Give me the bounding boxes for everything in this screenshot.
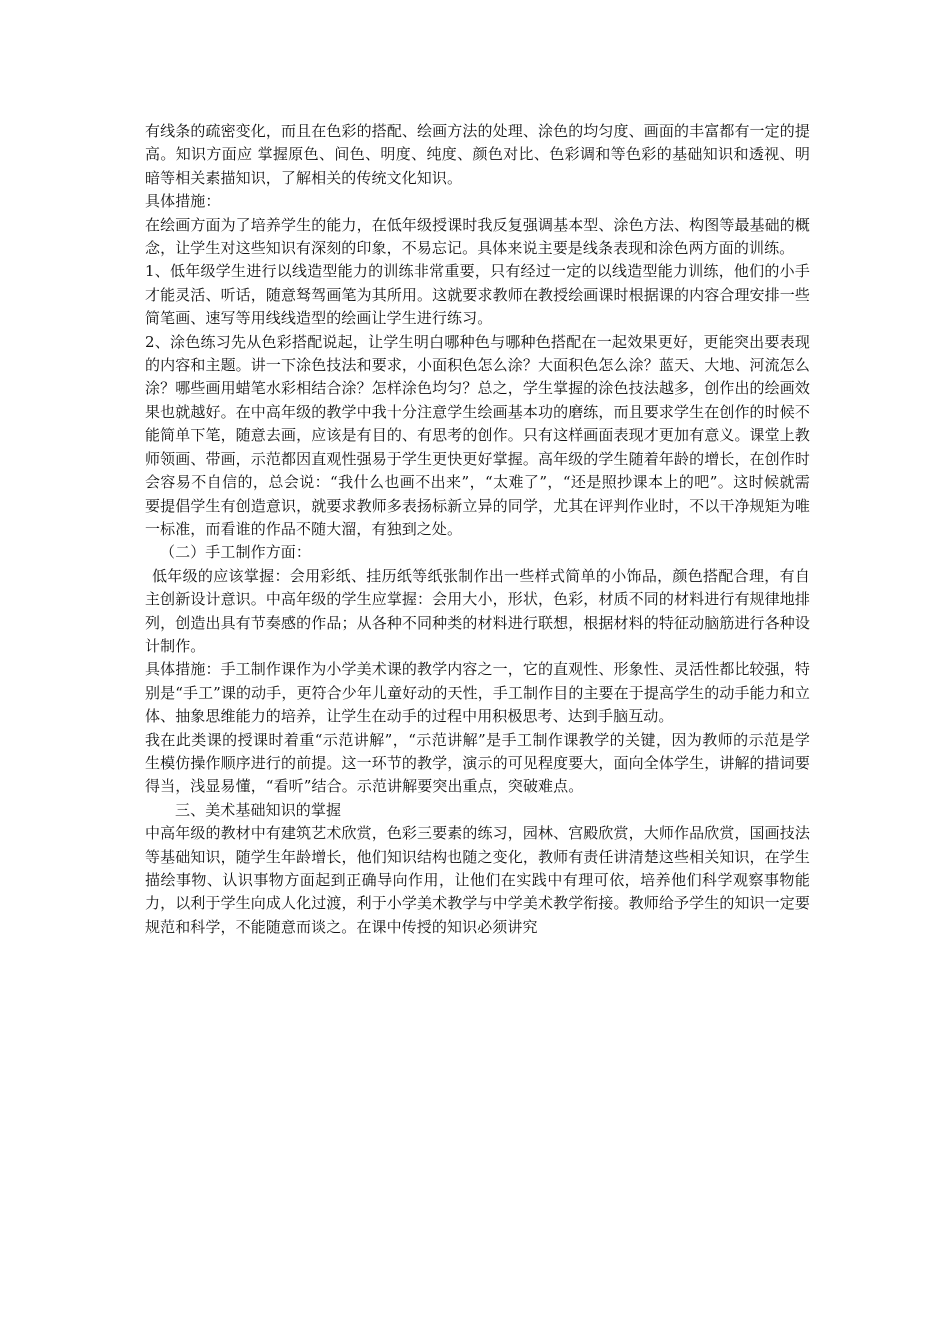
section-heading-handcraft: （二）手工制作方面： [160, 543, 312, 562]
paragraph-handcraft-measures: 具体措施：手工制作课作为小学美术课的教学内容之一，它的直观性、形象性、灵活性都比较强，特别是“手工”课的动手，更符合少年儿童好动的天性，手工制作目的主要在于提高学生的动手能力和立体、抽象思维能力的培养，让学生在动手的过程中用积极思考、达到手脑互动。 [145, 660, 810, 726]
section-heading-basics: 三、美术基础知识的掌握 [175, 800, 342, 819]
paragraph-measures-heading: 具体措施： [145, 192, 221, 211]
paragraph-drawing: 在绘画方面为了培养学生的能力，在低年级授课时我反复强调基本型、涂色方法、构图等最基础的概念，让学生对这些知识有深刻的印象，不易忘记。具体来说主要是线条表现和涂色两方面的训练。 [145, 215, 810, 258]
paragraph-intro: 有线条的疏密变化，而且在色彩的搭配、绘画方法的处理、涂色的均匀度、画面的丰富都有一定的提高。知识方面应 掌握原色、间色、明度、纯度、颜色对比、色彩调和等色彩的基础知识和透视、明暗等相关素描知识，了解相关的传统文化知识。 [145, 122, 810, 187]
paragraph-point-2: 2、涂色练习先从色彩搭配说起，让学生明白哪种色与哪种色搭配在一起效果更好，更能突出要表现的内容和主题。讲一下涂色技法和要求，小面积色怎么涂？大面积色怎么涂？蓝天、大地、河流怎么涂？哪些画用蜡笔水彩相结合涂？怎样涂色均匀？总之，学生掌握的涂色技法越多，创作出的绘画效果也就越好。在中高年级的教学中我十分注意学生绘画基本功的磨练，而且要求学生在创作的时候不能简单下笔，随意去画，应该是有目的、有思考的创作。只有这样画面表现才更加有意义。课堂上教师领画、带画，示范都因直观性强易于学生更快更好掌握。高年级的学生随着年龄的增长，在创作时会容易不自信的，总会说：“我什么也画不出来”，“太难了”，“还是照抄课本上的吧”。这时候就需要提倡学生有创造意识，就要求教师多表扬标新立异的同学，尤其在评判作业时，不以干净规矩为唯一标准，而看谁的作品不随大溜，有独到之处。 [145, 332, 810, 538]
paragraph-basics: 中高年级的教材中有建筑艺术欣赏，色彩三要素的练习，园林、宫殿欣赏，大师作品欣赏，国画技法等基础知识，随学生年龄增长，他们知识结构也随之变化，教师有责任讲清楚这些相关知识，在学生描绘事物、认识事物方面起到正确导向作用，让他们在实践中有理可依，培养他们科学观察事物能力，以利于学生向成人化过渡，利于小学美术教学与中学美术教学衔接。教师给予学生的知识一定要规范和科学，不能随意而谈之。在课中传授的知识必须讲究 [145, 824, 810, 936]
document-body [145, 120, 810, 939]
paragraph-demonstration: 我在此类课的授课时着重“示范讲解”，“示范讲解”是手工制作课教学的关键，因为教师的示范是学生模仿操作顺序进行的前提。这一环节的教学，演示的可见程度要大，面向全体学生，讲解的措词要得当，浅显易懂，“看听”结合。示范讲解要突出重点，突破难点。 [145, 730, 810, 796]
paragraph-point-1: 1、低年级学生进行以线造型能力的训练非常重要，只有经过一定的以线造型能力训练，他们的小手才能灵活、听话，随意驽驾画笔为其所用。这就要求教师在教授绘画课时根据课的内容合理安排一些简笔画、速写等用线线造型的绘画让学生进行练习。 [145, 262, 810, 328]
paragraph-handcraft-goals: 低年级的应该掌握：会用彩纸、挂历纸等纸张制作出一些样式简单的小饰品，颜色搭配合理，有自主创新设计意识。中高年级的学生应掌握：会用大小，形状，色彩，材质不同的材料进行有规律地排列，创造出具有节奏感的作品；从各种不同种类的材料进行联想，根据材料的特征动脑筋进行各种设计制作。 [145, 566, 810, 655]
